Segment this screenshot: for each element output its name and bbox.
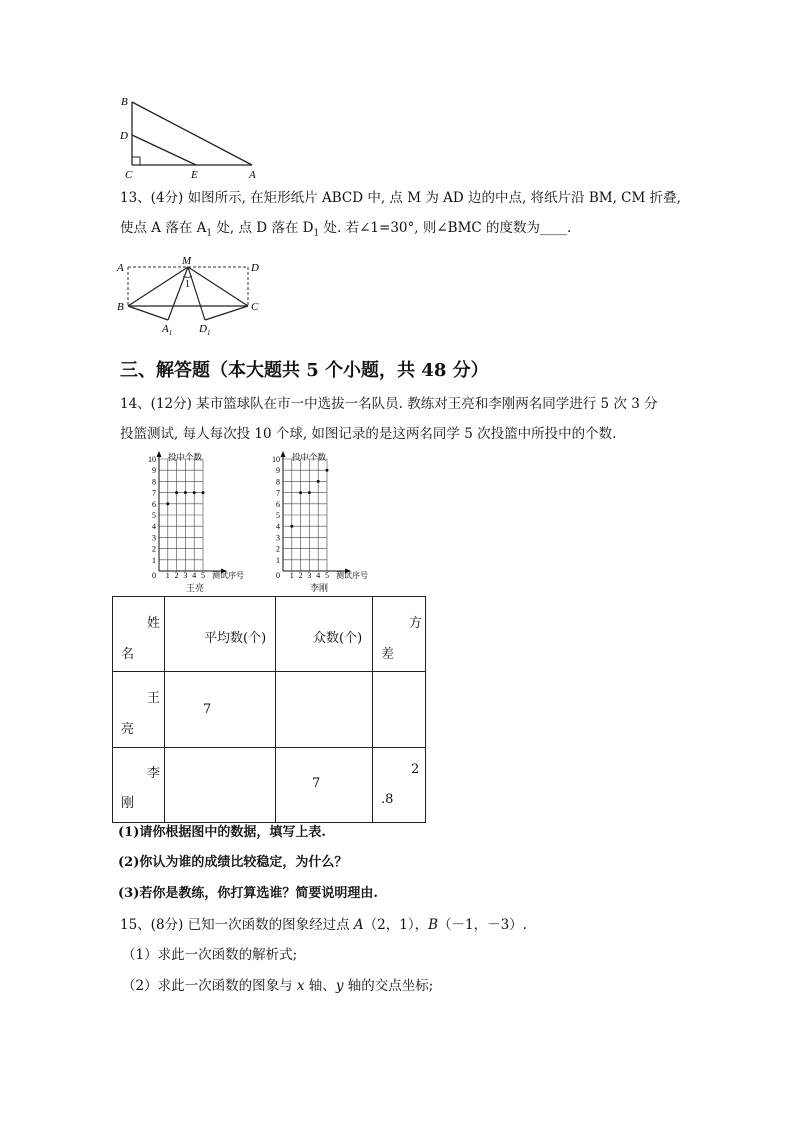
header-mode-label: 众数(个) <box>313 631 363 646</box>
label-D1: $D_1$ <box>199 323 211 337</box>
q14-sub1: (1)请你根据图中的数据，填写上表. <box>118 825 326 840</box>
ligang-x-tick-label: 3 <box>307 571 312 580</box>
wangliang-y-tick-label: 7 <box>152 488 156 498</box>
q14-line1: 14、(12分) 某市篮球队在市一中选拔一名队员. 教练对王亮和李刚两名同学进行 5 次 3 分 <box>120 396 658 412</box>
ligang-y-tick-label: 4 <box>276 522 280 532</box>
q15-x-var: x <box>296 978 305 994</box>
ligang-y-tick-label: 2 <box>276 544 280 554</box>
wangliang-x-tick-label: 4 <box>192 571 197 580</box>
ligang-y-tick-label: 3 <box>276 533 280 543</box>
q13-line2-sub2: 1 <box>313 228 320 239</box>
ligang-x-tick-label: 5 <box>325 571 329 580</box>
q13-line2-part2: 处, 点 D 落在 D <box>212 220 314 236</box>
label-B: B <box>117 301 124 313</box>
ligang-y-tick-label: 10 <box>272 455 280 464</box>
ligang-x-tick-label: 4 <box>316 571 321 580</box>
row1-mean-value: 7 <box>203 702 212 717</box>
q15-line1-part2: （2，1）， <box>363 917 429 933</box>
label-M: M <box>182 255 192 267</box>
wangliang-y-tick-label: 8 <box>152 477 156 487</box>
label-angle-1: 1 <box>185 279 190 290</box>
wangliang-data-point <box>184 491 187 494</box>
ligang-chart-caption: 李刚 <box>309 583 329 593</box>
wangliang-x-tick-label: 0 <box>152 571 156 580</box>
section-3-heading: 三、解答题（本大题共 5 个小题，共 48 分） <box>120 360 489 381</box>
q14-sub2: (2)你认为谁的成绩比较稳定，为什么？ <box>118 855 348 870</box>
q15-point-b: B <box>428 917 438 933</box>
wangliang-x-tick-label: 3 <box>183 571 188 580</box>
q15-sub1: （1）求此一次函数的解析式; <box>122 947 298 963</box>
row2-variance-top: 2 <box>411 762 420 777</box>
wangliang-y-tick-label: 4 <box>152 522 156 532</box>
chart-ligang <box>264 448 394 596</box>
header-name <box>113 597 165 672</box>
row1-name-bottom: 亮 <box>121 722 135 737</box>
wangliang-data-point <box>166 502 169 505</box>
label-A: A <box>249 169 256 181</box>
wangliang-y-tick-label: 10 <box>148 455 156 464</box>
ligang-x-tick-label: 2 <box>298 571 303 580</box>
wangliang-y-tick-label: 5 <box>152 511 156 520</box>
ligang-y-tick-label: 6 <box>276 499 280 509</box>
wangliang-data-point <box>202 491 205 494</box>
wangliang-x-label: 测试序号 <box>212 571 244 580</box>
wangliang-chart-caption: 王亮 <box>185 583 205 593</box>
q15-sub2-part2: 轴、 <box>304 978 336 994</box>
row2-variance-bottom: .8 <box>381 792 394 807</box>
ligang-data-point <box>308 491 311 494</box>
wangliang-y-tick-label: 6 <box>152 499 156 509</box>
ligang-y-tick-label: 1 <box>276 555 280 565</box>
q13-answer-blank[interactable]: ____ <box>540 220 568 236</box>
row2-mode-value: 7 <box>312 776 321 791</box>
ligang-data-point <box>290 525 293 528</box>
wangliang-y-tick-label: 1 <box>152 555 156 565</box>
q15-point-a: A <box>353 917 364 933</box>
wangliang-data-point <box>175 491 178 494</box>
triangle-figure <box>112 92 272 184</box>
wangliang-y-tick-label: 2 <box>152 544 156 554</box>
header-variance <box>373 597 426 672</box>
q13-line1: 13、(4分) 如图所示, 在矩形纸片 ABCD 中, 点 M 为 AD 边的中点, 将纸片沿 BM, CM 折叠, <box>120 190 681 206</box>
ligang-data-point <box>317 480 320 483</box>
q15-line1 <box>120 915 527 935</box>
row2-name <box>113 748 165 823</box>
ligang-y-arrow <box>281 451 286 457</box>
rectangle-fold-figure <box>112 252 272 340</box>
q15-line1-part1: 15、(8分) 已知一次函数的图象经过点 <box>120 917 354 933</box>
label-C: C <box>125 169 133 181</box>
wangliang-y-label: 投中个数 <box>168 452 203 462</box>
header-mean-label: 平均数(个) <box>204 631 267 646</box>
q14-line2: 投篮测试, 每人每次投 10 个球, 如图记录的是这两名同学 5 次投篮中所投中的个数. <box>120 426 617 442</box>
q13-line2-sub1: 1 <box>206 228 213 239</box>
label-D: D <box>251 262 259 274</box>
label-E: E <box>191 169 198 181</box>
q15-sub2-part3: 轴的交点坐标; <box>343 978 434 994</box>
ligang-x-label: 测试序号 <box>336 571 368 580</box>
header-variance-top: 方 <box>409 616 423 631</box>
row2-mean[interactable] <box>165 748 276 823</box>
row2-name-bottom: 刚 <box>121 796 135 811</box>
ligang-x-tick-label: 1 <box>289 571 294 580</box>
header-name-bottom: 名 <box>121 647 135 662</box>
wangliang-y-tick-label: 9 <box>152 466 156 476</box>
ligang-y-label: 投中个数 <box>292 452 327 462</box>
label-D: D <box>120 130 128 142</box>
q15-sub2 <box>122 976 433 996</box>
header-variance-bottom: 差 <box>381 647 395 662</box>
q13-line2-part1: 使点 A 落在 A <box>120 220 207 236</box>
q15-y-var: y <box>335 978 344 994</box>
q15-line1-part3: （－1，－3）. <box>438 917 527 933</box>
header-name-top: 姓 <box>147 616 161 631</box>
wangliang-y-tick-label: 3 <box>152 533 156 543</box>
row2-name-top: 李 <box>147 766 161 781</box>
row1-variance[interactable] <box>373 672 426 748</box>
wangliang-y-arrow <box>157 451 162 457</box>
wangliang-x-tick-label: 5 <box>201 571 205 580</box>
wangliang-x-tick-label: 1 <box>165 571 170 580</box>
chart-wangliang <box>140 448 270 596</box>
header-mode <box>276 597 373 672</box>
ligang-y-tick-label: 7 <box>276 488 280 498</box>
wangliang-x-tick-label: 2 <box>174 571 179 580</box>
header-mean <box>165 597 276 672</box>
row2-variance <box>373 748 426 823</box>
label-C: C <box>251 301 259 313</box>
ligang-x-tick-label: 0 <box>276 571 280 580</box>
q13-line2-part3: 处. 若∠1=30°, 则∠BMC 的度数为 <box>319 220 541 236</box>
label-B: B <box>121 96 128 108</box>
row1-mean <box>165 672 276 748</box>
q15-sub2-part1: （2）求此一次函数的图象与 <box>122 978 297 994</box>
q13-line2 <box>120 218 571 244</box>
label-A1: $A_1$ <box>162 323 173 337</box>
row1-name <box>113 672 165 748</box>
q14-sub3: (3)若你是教练，你打算选谁？简要说明理由. <box>118 886 378 901</box>
row2-mode <box>276 748 373 823</box>
label-A: A <box>117 262 124 274</box>
ligang-data-point <box>326 469 329 472</box>
row1-mode[interactable] <box>276 672 373 748</box>
ligang-y-tick-label: 5 <box>276 511 280 520</box>
wangliang-data-point <box>193 491 196 494</box>
q13-line2-end: . <box>567 220 572 236</box>
row1-name-top: 王 <box>147 691 161 706</box>
ligang-data-point <box>299 491 302 494</box>
score-table <box>112 596 426 823</box>
ligang-y-tick-label: 8 <box>276 477 280 487</box>
ligang-y-tick-label: 9 <box>276 466 280 476</box>
